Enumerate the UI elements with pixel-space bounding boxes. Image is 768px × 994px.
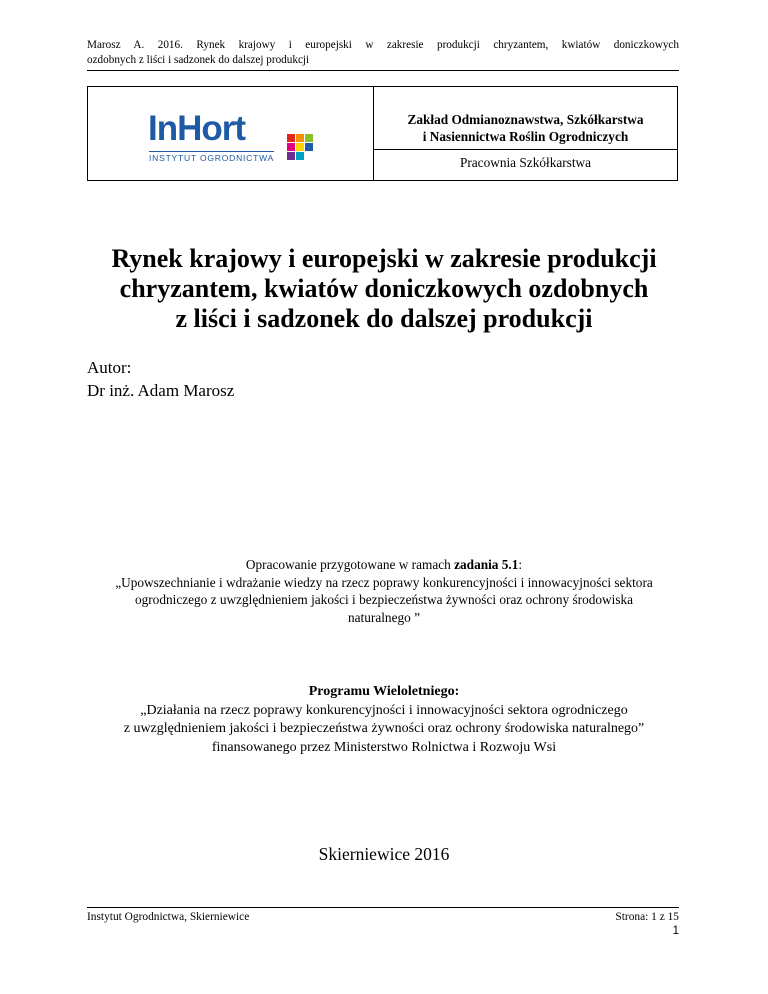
- title-line3: z liści i sadzonek do dalszej produkcji: [175, 304, 593, 333]
- logo-wordmark: InHort: [148, 109, 246, 148]
- running-header: [87, 38, 679, 68]
- logo-square: [287, 134, 295, 142]
- prepared-line2: „Upowszechnianie i wdrażanie wiedzy na rzecz poprawy konkurencyjności i innowacyjności sektora: [115, 574, 653, 590]
- logo-color-squares-icon: [287, 134, 315, 162]
- inhort-logo: [88, 87, 373, 180]
- logo-square: [296, 134, 304, 142]
- institution-name-line2: i Nasiennictwa Roślin Ogrodniczych: [422, 129, 629, 144]
- footer-page-info: Strona: 1 z 15: [615, 911, 679, 923]
- program-line2: z uwzględnieniem jakości i bezpieczeństwa żywności oraz ochrony środowiska naturalnego”: [123, 721, 645, 736]
- author-label: Autor:: [87, 358, 132, 377]
- prepared-intro: Opracowanie przygotowane w ramach: [245, 557, 455, 572]
- logo-square: [287, 152, 295, 160]
- place-date: Skierniewice 2016: [318, 844, 450, 864]
- running-header-line1: Marosz A. 2016. Rynek krajowy i europejski w zakresie produkcji chryzantem, kwiatów doniczkowych: [87, 39, 679, 51]
- title-line1: Rynek krajowy i europejski w zakresie produkcji: [111, 244, 657, 273]
- institution-name: [374, 111, 677, 145]
- footer-institution: Instytut Ogrodnictwa, Skierniewice: [87, 911, 250, 923]
- program-line1: „Działania na rzecz poprawy konkurencyjności i innowacyjności sektora ogrodniczego: [140, 702, 628, 718]
- program-line3: finansowanego przez Ministerstwo Rolnictwa i Rozwoju Wsi: [211, 739, 557, 755]
- document-title: [87, 244, 681, 334]
- prepared-statement: [80, 556, 688, 626]
- logo-square: [305, 134, 313, 142]
- title-line2: chryzantem, kwiatów doniczkowych ozdobnych: [119, 274, 649, 303]
- page-number: 1: [672, 925, 679, 937]
- logo-square: [296, 143, 304, 151]
- task-number: zadania 5.1: [454, 557, 519, 572]
- logo-square: [287, 143, 295, 151]
- logo-square: [296, 152, 304, 160]
- institution-name-line1: Zakład Odmianoznawstwa, Szkółkarstwa: [407, 112, 644, 127]
- author-name: Dr inż. Adam Marosz: [87, 381, 235, 400]
- institution-rule: [374, 149, 677, 150]
- footer-rule: [87, 907, 679, 908]
- header-rule: [87, 70, 679, 71]
- prepared-line3: ogrodniczego z uwzględnieniem jakości i bezpieczeństwa żywności oraz ochrony środowiska: [134, 592, 634, 607]
- logo-subtitle: INSTYTUT OGRODNICTWA: [149, 153, 275, 163]
- institution-unit: Pracownia Szkółkarstwa: [459, 155, 592, 170]
- program-heading: Programu Wieloletniego:: [308, 684, 460, 699]
- running-header-line2: ozdobnych z liści i sadzonek do dalszej produkcji: [87, 54, 310, 66]
- prepared-colon: :: [518, 557, 523, 572]
- prepared-line4: naturalnego ”: [348, 609, 420, 625]
- institution-box: [87, 86, 678, 181]
- logo-square: [305, 143, 313, 151]
- program-statement: [80, 683, 688, 757]
